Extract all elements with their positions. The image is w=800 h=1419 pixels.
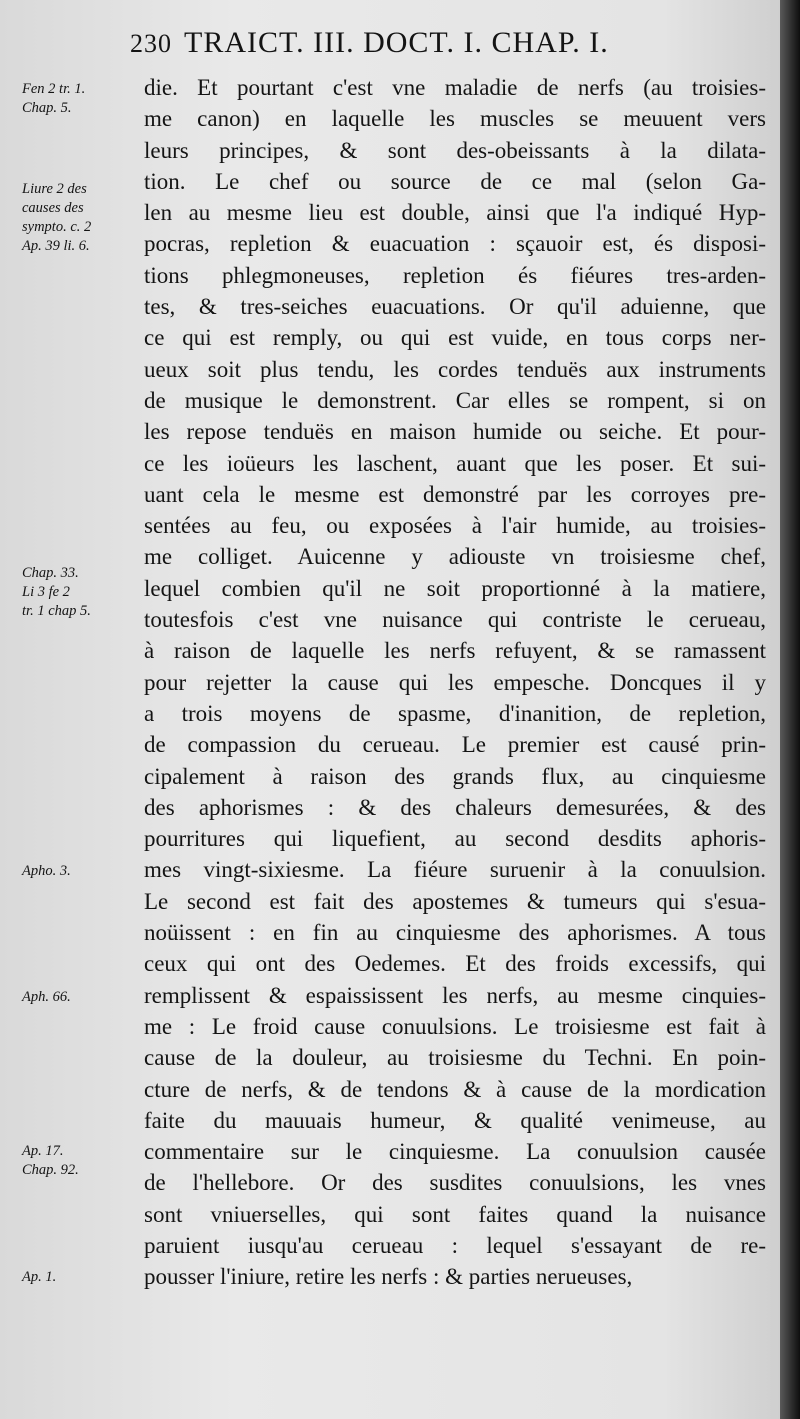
margin-note: [22, 80, 144, 118]
text-line: tions phlegmoneuses, repletion és fiéures tres-arden-: [144, 262, 766, 288]
margin-note-line: Apho. 3.: [22, 863, 71, 879]
text-line: de compassion du cerueau. Le premier est causé prin-: [144, 732, 766, 758]
text-line: ce qui est remply, ou qui est vuide, en tous corps ner-: [144, 325, 766, 351]
margin-note: [22, 1268, 144, 1287]
text-line: tes, & tres-seiches euacuations. Or qu'il aduienne, que: [144, 294, 766, 320]
margin-note-line: Chap. 5.: [22, 100, 72, 116]
running-title: TRAICT. III. DOCT. I. CHAP. I.: [184, 26, 609, 59]
text-line: des aphorismes : & des chaleurs demesurées, & des: [144, 794, 766, 820]
text-line: les repose tenduës en maison humide ou seiche. Et pour-: [144, 419, 766, 445]
text-line: noüissent : en fin au cinquiesme des aphorismes. A tous: [144, 920, 766, 946]
text-line: sont vniuerselles, qui sont faites quand la nuisance: [144, 1201, 766, 1227]
text-line: tion. Le chef ou source de ce mal (selon Ga-: [144, 168, 766, 194]
page-number: 230: [130, 29, 172, 58]
margin-note-line: Li 3 fe 2: [22, 584, 70, 600]
text-line: à raison de laquelle les nerfs refuyent, & se ramassent: [144, 638, 766, 664]
margin-note-line: Aph. 66.: [22, 989, 71, 1005]
margin-note-line: Chap. 33.: [22, 565, 79, 581]
text-line: mes vingt-sixiesme. La fiéure suruenir à la conuulsion.: [144, 857, 766, 883]
text-line: die. Et pourtant c'est vne maladie de nerfs (au troisies-: [144, 75, 766, 100]
text-line: me : Le froid cause conuulsions. Le troisiesme est fait à: [144, 1013, 766, 1039]
margin-note: [22, 564, 144, 621]
text-line: a trois moyens de spasme, d'inanition, de repletion,: [144, 700, 766, 726]
margin-note-line: Liure 2 des: [22, 181, 87, 197]
text-line: ueux soit plus tendu, les cordes tenduës aux instruments: [144, 356, 766, 382]
margin-note-line: Ap. 17.: [22, 1143, 64, 1159]
text-line: len au mesme lieu est double, ainsi que l'a indiqué Hyp-: [144, 200, 766, 226]
text-line: ceux qui ont des Oedemes. Et des froids excessifs, qui: [144, 951, 766, 977]
margin-note: [22, 1142, 144, 1180]
text-line: Le second est fait des apostemes & tumeurs qui s'esua-: [144, 888, 766, 914]
text-line: de musique le demonstrent. Car elles se rompent, si on: [144, 387, 766, 413]
text-line: pourritures qui liquefient, au second desdits aphoris-: [144, 826, 766, 852]
text-line: commentaire sur le cinquiesme. La conuulsion causée: [144, 1139, 766, 1165]
body-text: [144, 72, 766, 1293]
margin-note-line: causes des: [22, 200, 84, 216]
text-line: pousser l'iniure, retire les nerfs : & parties nerueuses,: [144, 1264, 633, 1290]
margin-note-line: Chap. 92.: [22, 1162, 79, 1178]
margin-note-line: Fen 2 tr. 1.: [22, 81, 86, 97]
text-line: cause de la douleur, au troisiesme du Techni. En poin-: [144, 1045, 766, 1071]
text-line: pour rejetter la cause qui les empesche. Doncques il y: [144, 669, 766, 695]
text-line: me canon) en laquelle les muscles se meuuent vers: [144, 106, 766, 132]
text-line: uant cela le mesme est demonstré par les corroyes pre-: [144, 481, 766, 507]
running-header: [130, 26, 770, 60]
text-line: cipalement à raison des grands flux, au cinquiesme: [144, 763, 766, 789]
text-line: toutesfois c'est vne nuisance qui contriste le cerueau,: [144, 607, 766, 633]
text-line: pocras, repletion & euacuation : sçauoir est, és disposi-: [144, 231, 766, 257]
text-line: de l'hellebore. Or des susdites conuulsions, les vnes: [144, 1170, 766, 1196]
margin-note-line: Ap. 1.: [22, 1269, 57, 1285]
text-line: me colliget. Auicenne y adiouste vn troisiesme chef,: [144, 544, 766, 570]
text-line: sentées au feu, ou exposées à l'air humide, au troisies-: [144, 513, 766, 539]
margin-note-line: tr. 1 chap 5.: [22, 603, 91, 619]
book-spine-shadow: [780, 0, 800, 1419]
margin-note-line: sympto. c. 2: [22, 219, 92, 235]
margin-note: [22, 180, 144, 256]
margin-note-line: Ap. 39 li. 6.: [22, 238, 90, 254]
text-line: faite du mauuais humeur, & qualité venimeuse, au: [144, 1107, 766, 1133]
text-line: cture de nerfs, & de tendons & à cause de la mordication: [144, 1076, 766, 1102]
margin-note: [22, 862, 144, 881]
text-line: remplissent & espaississent les nerfs, au mesme cinquies-: [144, 982, 766, 1008]
text-line: leurs principes, & sont des-obeissants à la dilata-: [144, 137, 766, 163]
text-line: lequel combien qu'il ne soit proportionné à la matiere,: [144, 575, 766, 601]
margin-note: [22, 988, 144, 1007]
text-line: paruient iusqu'au cerueau : lequel s'essayant de re-: [144, 1232, 766, 1258]
text-line: ce les ioüeurs les laschent, auant que les poser. Et sui-: [144, 450, 766, 476]
